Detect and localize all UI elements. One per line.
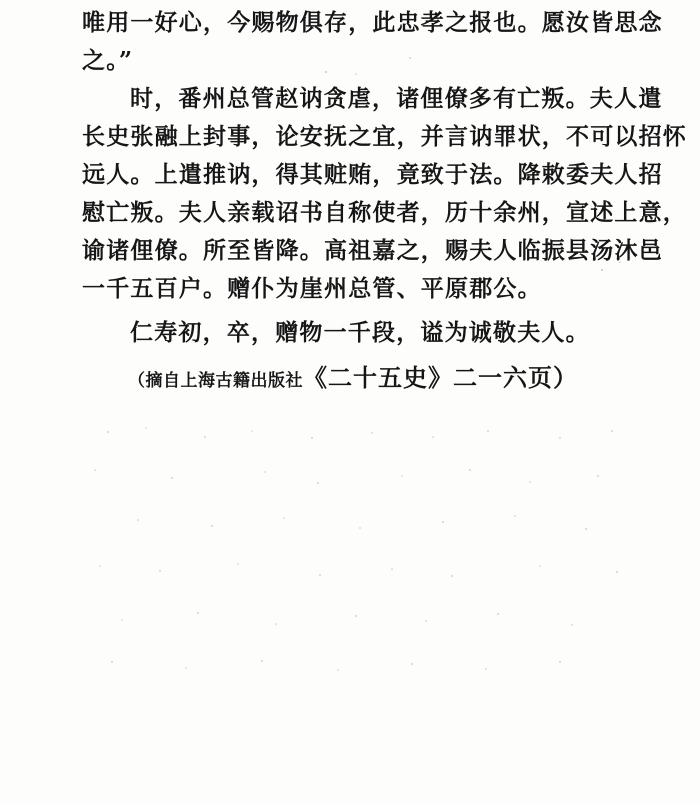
citation-book-title: 《二十五史》 <box>303 363 453 392</box>
paragraph-line-5: 远人。上遣推讷，得其赃贿，竟致于法。降敕委夫人招 <box>82 161 663 188</box>
paragraph-line-6: 慰亡叛。夫人亲载诏书自称使者，历十余州，宣述上意， <box>82 199 687 226</box>
paragraph-line-8: 一千五百户。赠仆为崖州总管、平原郡公。 <box>82 275 542 302</box>
citation-publisher: （摘自上海古籍出版社 <box>128 371 303 391</box>
paragraph-line-4: 长史张融上封事，论安抚之宜，并言讷罪状，不可以招怀 <box>82 123 687 150</box>
citation-page: 二一六页） <box>453 363 578 392</box>
paragraph-line-9: 仁寿初，卒，赠物一千段，谥为诚敬夫人。 <box>130 319 590 346</box>
paragraph-line-3: 时，番州总管赵讷贪虐，诸俚僚多有亡叛。夫人遣 <box>130 85 663 112</box>
paragraph-line-7: 谕诸俚僚。所至皆降。高祖嘉之，赐夫人临振县汤沐邑 <box>82 237 663 264</box>
paragraph-line-2: 之。” <box>82 47 134 74</box>
source-citation <box>128 358 578 393</box>
paragraph-line-1: 唯用一好心，今赐物俱存，此忠孝之报也。愿汝皆思念 <box>82 9 663 36</box>
